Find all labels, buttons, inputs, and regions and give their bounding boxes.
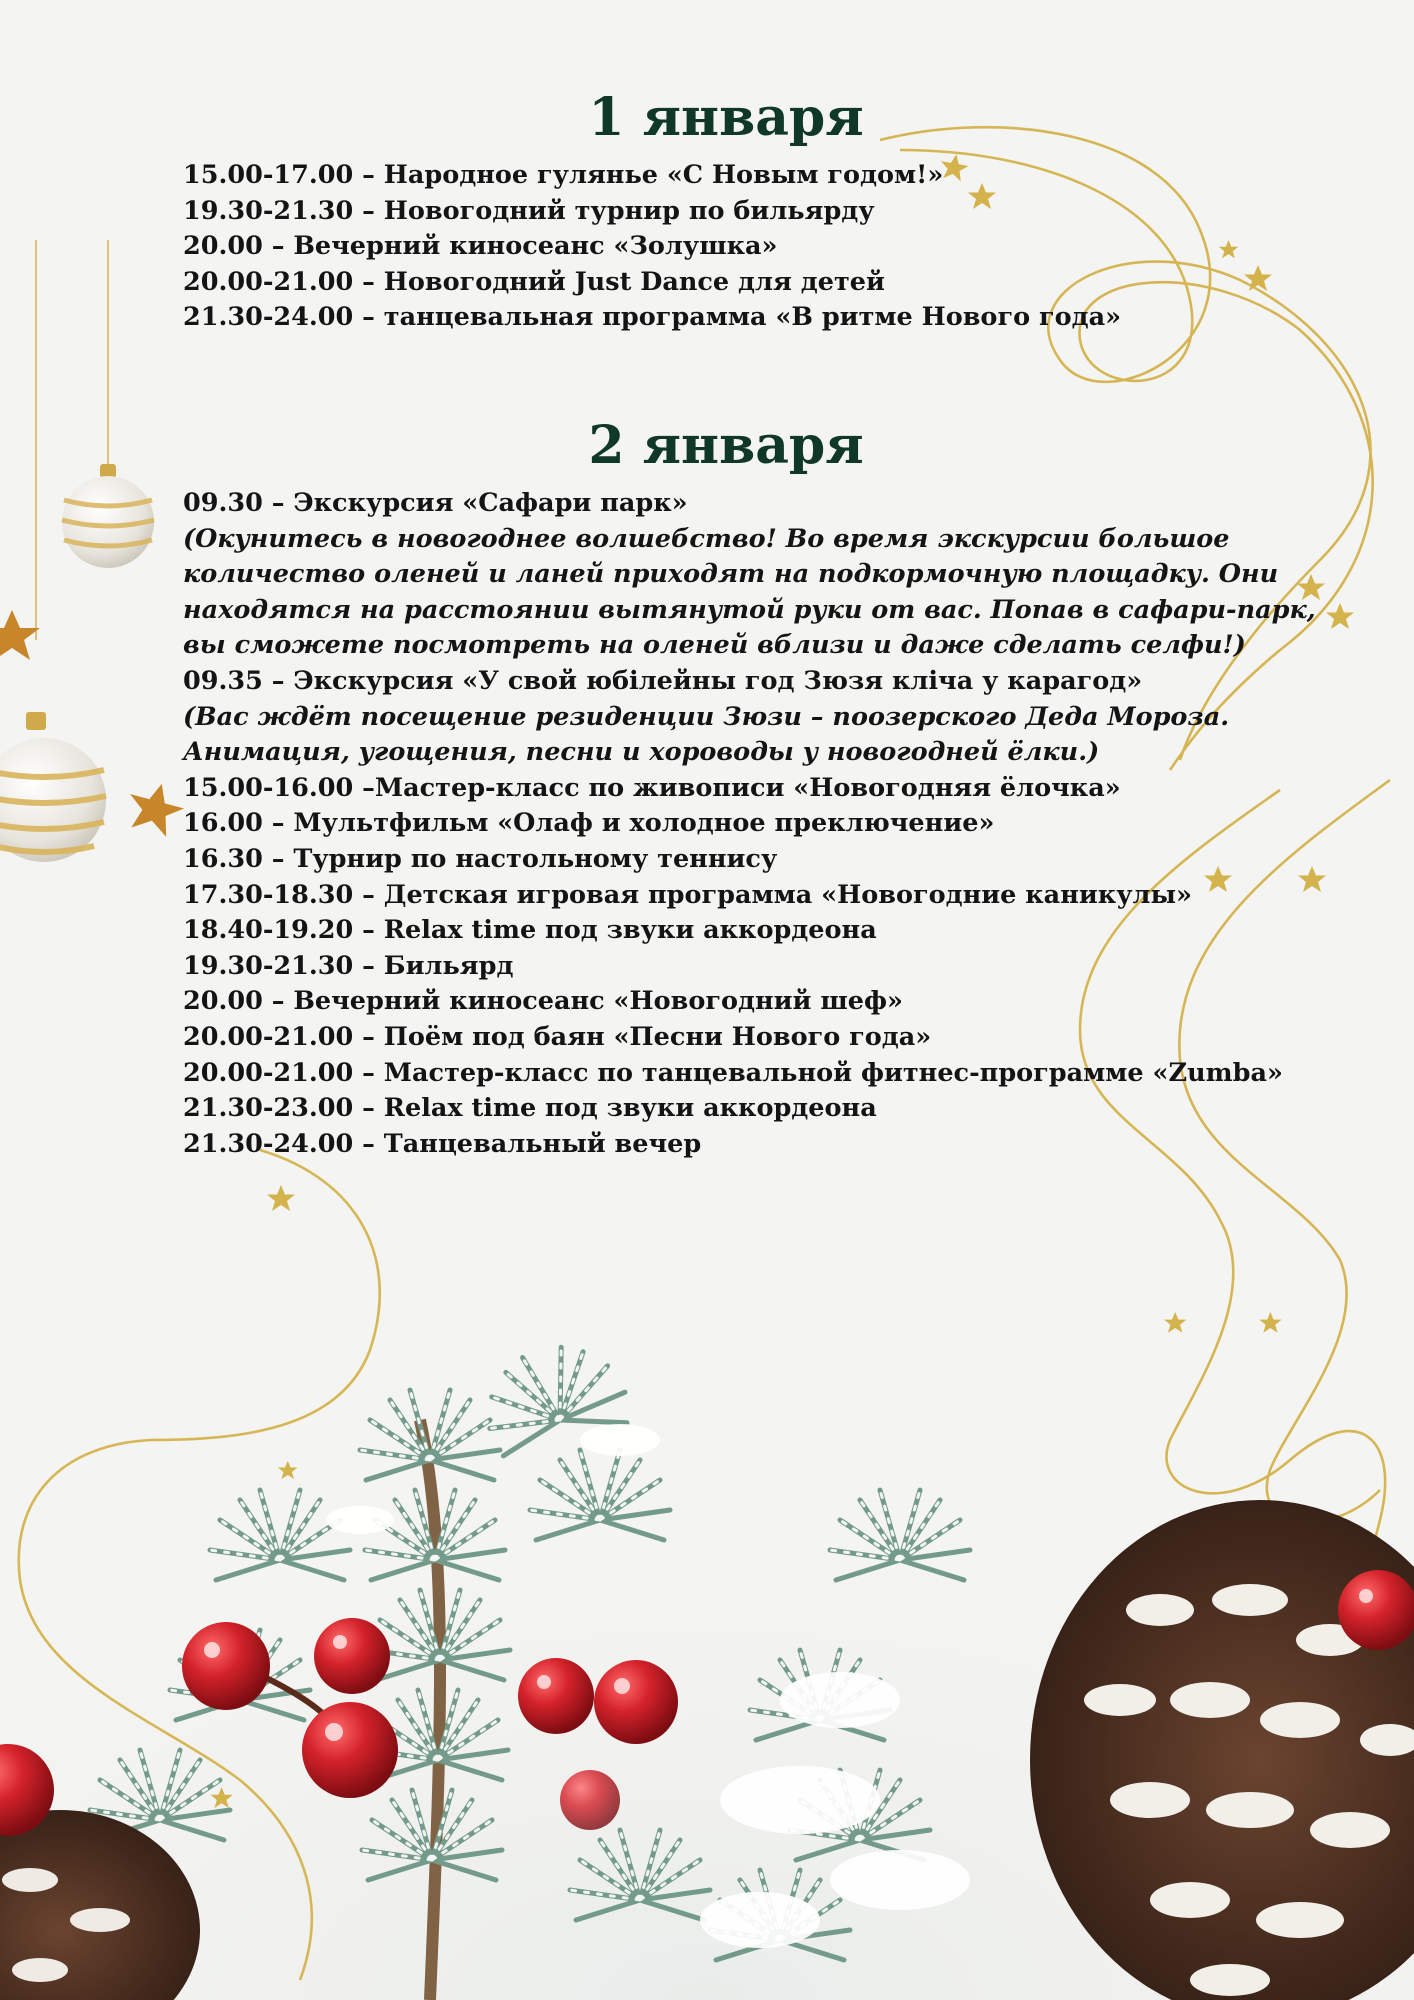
schedule-item: 17.30-18.30 – Детская игровая программа «Новогодние каникулы» (183, 879, 1192, 910)
schedule-item: 20.00-21.00 – Новогодний Just Dance для детей (183, 266, 885, 297)
schedule-item: 20.00-21.00 – Поём под баян «Песни Нового года» (183, 1021, 932, 1052)
day-2-heading: 2 января (588, 415, 864, 476)
schedule-item: 20.00 – Вечерний киносеанс «Новогодний шеф» (183, 986, 903, 1017)
schedule-note: количество оленей и ланей приходят на подкормочную площадку. Они (183, 559, 1279, 590)
schedule-item: 21.30-24.00 – Танцевальный вечер (183, 1128, 702, 1159)
schedule-item: 18.40-19.20 – Relax time под звуки аккордеона (183, 915, 877, 946)
schedule-note: Анимация, угощения, песни и хороводы у новогодней ёлки.) (183, 737, 1100, 768)
schedule-note: (Окунитесь в новогоднее волшебство! Во время экскурсии большое (183, 523, 1230, 554)
schedule-note: находятся на расстоянии вытянутой руки от вас. Попав в сафари-парк, (183, 594, 1316, 625)
schedule-item: 16.30 – Турнир по настольному теннису (183, 843, 778, 874)
schedule-item: 20.00-21.00 – Мастер-класс по танцевальной фитнес-программе «Zumba» (183, 1057, 1283, 1088)
schedule-item: 16.00 – Мультфильм «Олаф и холодное преключение» (183, 808, 995, 839)
schedule-note: (Вас ждёт посещение резиденции Зюзи – поозерского Деда Мороза. (183, 701, 1230, 732)
schedule-item: 21.30-24.00 – танцевальная программа «В ритме Нового года» (183, 302, 1122, 333)
schedule-item: 19.30-21.30 – Бильярд (183, 950, 514, 981)
ornament-ball-icon (0, 464, 154, 862)
schedule-item: 09.35 – Экскурсия «У свой юбілейны год Зюзя кліча у карагод» (183, 665, 1143, 696)
schedule-item: 21.30-23.00 – Relax time под звуки аккордеона (183, 1093, 877, 1124)
day-2-schedule (183, 486, 1316, 1162)
schedule-item: 15.00-16.00 –Мастер-класс по живописи «Новогодняя ёлочка» (183, 772, 1121, 803)
day-1-heading: 1 января (588, 87, 864, 148)
schedule-item: 15.00-17.00 – Народное гулянье «С Новым годом!» (183, 160, 944, 190)
day-1-schedule (183, 158, 1121, 336)
schedule-item: 09.30 – Экскурсия «Сафари парк» (183, 488, 688, 518)
schedule-item: 20.00 – Вечерний киносеанс «Золушка» (183, 231, 778, 262)
schedule-note: вы сможете посмотреть на оленей вблизи и даже сделать селфи!) (183, 630, 1246, 661)
schedule-item: 19.30-21.30 – Новогодний турнир по бильярду (183, 195, 875, 226)
